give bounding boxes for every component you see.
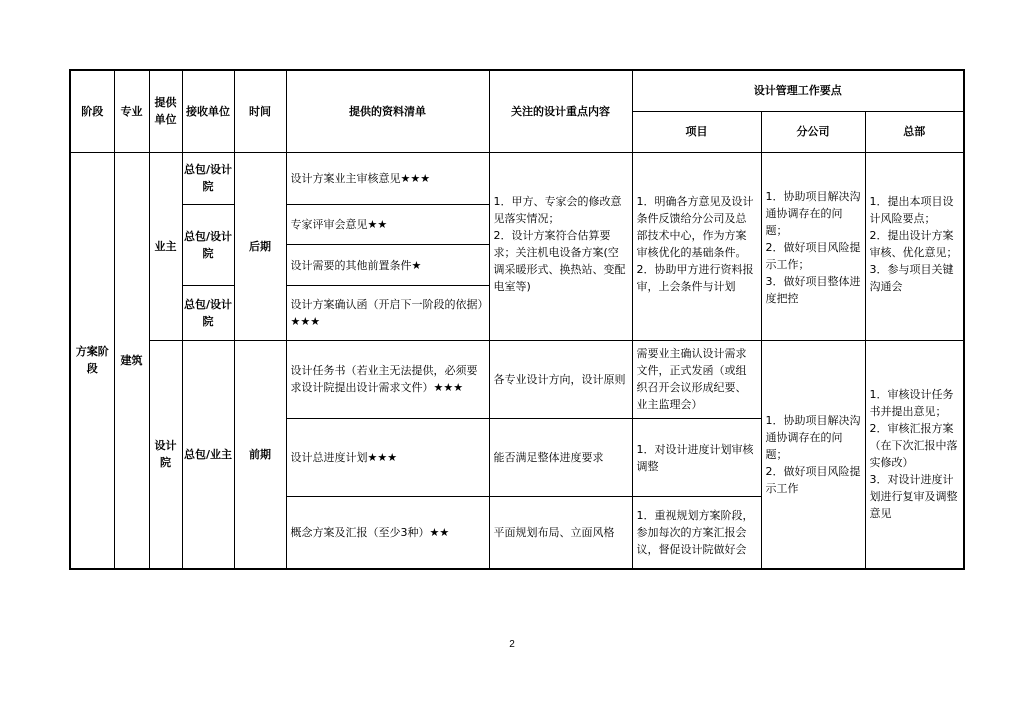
- project-item: 需要业主确认设计需求文件，正式发函（或组织召开会议形成纪要、业主监理会）: [632, 340, 761, 418]
- header-project: 项目: [632, 111, 761, 152]
- cell-focus-a: 1．甲方、专家会的修改意见落实情况； 2．设计方案符合估算要求；关注机电设备方案(空调采暖形式、换热站、变配电室等): [489, 152, 632, 340]
- cell-provider-owner: 业主: [149, 152, 182, 340]
- header-branch: 分公司: [761, 111, 865, 152]
- focus-item: 平面规划布局、立面风格: [489, 497, 632, 569]
- material-item: 设计方案业主审核意见★★★: [286, 152, 489, 204]
- cell-hq-b: 1．审核设计任务书并提出意见； 2．审核汇报方案（在下次汇报中落实修改） 3．对设计进度计划进行复审及调整意见: [865, 340, 964, 569]
- material-item: 概念方案及汇报（至少3种）★★: [286, 497, 489, 569]
- material-item: 设计方案确认函（开启下一阶段的依据）★★★: [286, 286, 489, 340]
- header-discipline: 专业: [114, 70, 149, 152]
- cell-receiver: 总包/设计院: [182, 152, 234, 204]
- project-item: 1．重视规划方案阶段，参加每次的方案汇报会议，督促设计院做好会: [632, 497, 761, 569]
- header-focus: 关注的设计重点内容: [489, 70, 632, 152]
- header-receiver: 接收单位: [182, 70, 234, 152]
- focus-item: 各专业设计方向，设计原则: [489, 340, 632, 418]
- header-design-management: 设计管理工作要点: [632, 70, 964, 111]
- cell-branch-a: 1．协助项目解决沟通协调存在的问题； 2．做好项目风险提示工作； 3．做好项目整体进度把控: [761, 152, 865, 340]
- cell-branch-b: 1．协助项目解决沟通协调存在的问题； 2．做好项目风险提示工作: [761, 340, 865, 569]
- cell-provider-design-institute: 设计院: [149, 340, 182, 569]
- cell-time-late: 后期: [234, 152, 286, 340]
- project-item: 1．对设计进度计划审核调整: [632, 418, 761, 496]
- header-provider: 提供单位: [149, 70, 182, 152]
- material-item: 专家评审会意见★★: [286, 205, 489, 245]
- cell-hq-a: 1．提出本项目设计风险要点； 2．提出设计方案审核、优化意见； 3．参与项目关键沟通会: [865, 152, 964, 340]
- design-management-table: [69, 69, 965, 570]
- material-item: 设计总进度计划★★★: [286, 418, 489, 496]
- header-materials: 提供的资料清单: [286, 70, 489, 152]
- cell-time-early: 前期: [234, 340, 286, 569]
- cell-discipline: 建筑: [114, 152, 149, 569]
- material-item: 设计需要的其他前置条件★: [286, 245, 489, 286]
- page-number: 2: [509, 639, 515, 650]
- cell-stage: 方案阶段: [70, 152, 114, 569]
- material-item: 设计任务书（若业主无法提供，必须要求设计院提出设计需求文件）★★★: [286, 340, 489, 418]
- header-hq: 总部: [865, 111, 964, 152]
- header-stage: 阶段: [70, 70, 114, 152]
- focus-item: 能否满足整体进度要求: [489, 418, 632, 496]
- header-time: 时间: [234, 70, 286, 152]
- cell-receiver: 总包/设计院: [182, 205, 234, 286]
- cell-project-a: 1．明确各方意见及设计条件反馈给分公司及总部技术中心，作为方案审核优化的基础条件。 2．协助甲方进行资料报审，上会条件与计划: [632, 152, 761, 340]
- cell-receiver: 总包/业主: [182, 340, 234, 569]
- cell-receiver: 总包/设计院: [182, 286, 234, 340]
